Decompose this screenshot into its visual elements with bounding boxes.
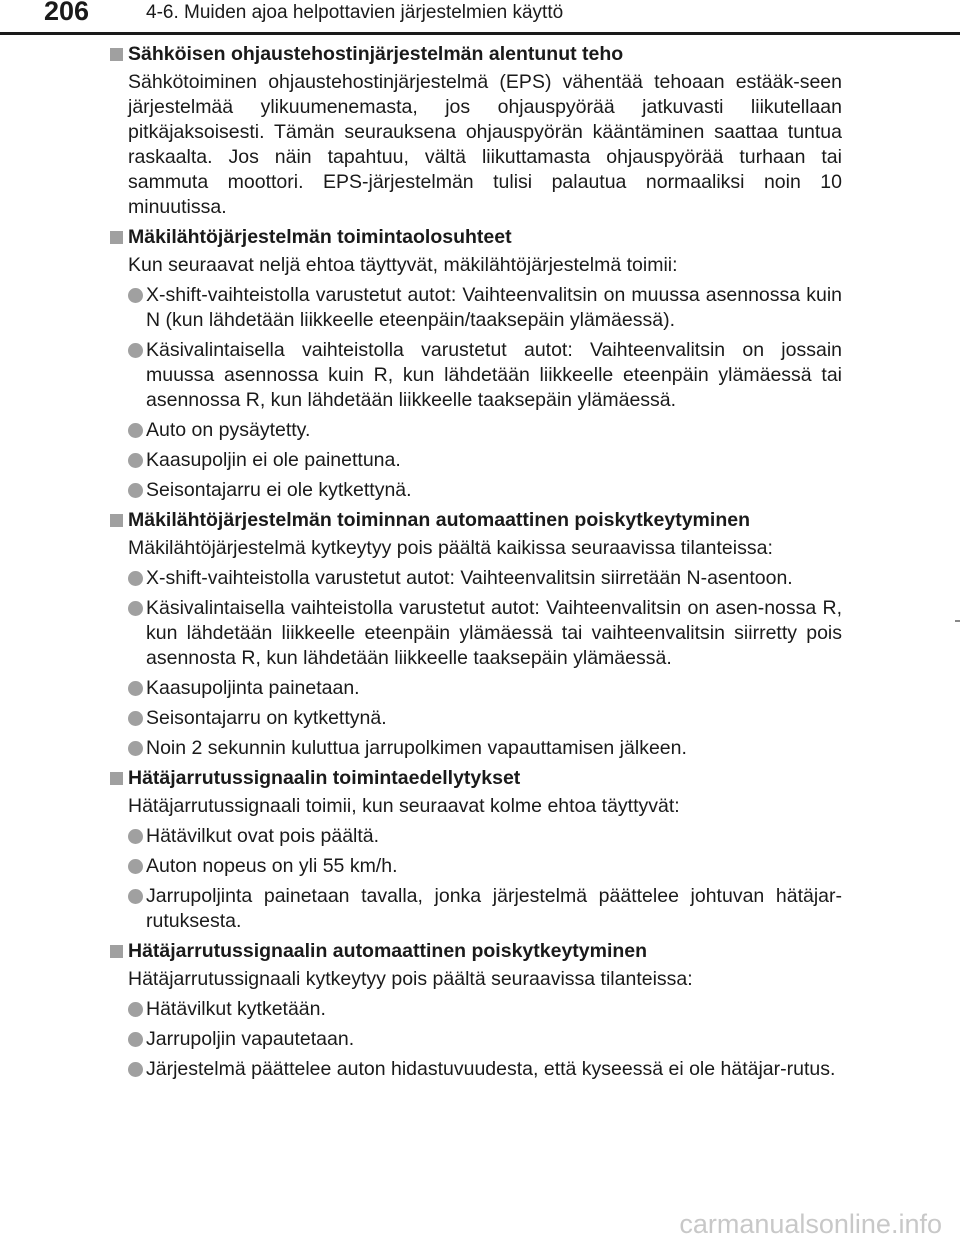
circle-bullet-icon	[128, 601, 143, 616]
bullet-item	[0, 596, 842, 671]
page-edge-mark	[955, 620, 960, 622]
bullet-text: Seisontajarru on kytkettynä.	[146, 707, 387, 729]
section-heading	[0, 225, 848, 250]
section-heading	[0, 508, 848, 533]
square-bullet-icon	[110, 231, 123, 244]
section-paragraph: Kun seuraavat neljä ehtoa täyttyvät, mäkilähtöjärjestelmä toimii:	[128, 254, 678, 276]
bullet-item	[0, 1027, 842, 1052]
section-paragraph: Sähkötoiminen ohjaustehostinjärjestelmä (EPS) vähentää tehoaan estääk-seen järjestelmää ylikuumenemasta, jos ohjauspyörää jatkuvasti liikutellaan pitkäjaksoisesti. Tämän seurauksena ohjauspyörän kääntäminen saattaa tuntua raskaalta. Jos näin tapahtuu, vältä liikuttamasta ohjauspyörää turhaan tai sammuta moottori. EPS-järjestelmän tulisi palautua normaaliksi noin 10 minuutissa.	[128, 71, 842, 218]
section-heading-text: Sähköisen ohjaustehostinjärjestelmän alentunut teho	[128, 43, 624, 65]
bullet-item	[0, 1057, 842, 1082]
circle-bullet-icon	[128, 829, 143, 844]
bullet-text: X-shift-vaihteistolla varustetut autot: Vaihteenvalitsin on muussa asennossa kuin N (kun lähdetään liikkeelle eteenpäin/taaksepäin ylämäessä).	[146, 284, 842, 331]
section-heading	[0, 766, 848, 791]
bullet-item	[0, 283, 842, 333]
bullet-text: Hätävilkut ovat pois päältä.	[146, 825, 380, 847]
circle-bullet-icon	[128, 1002, 143, 1017]
bullet-item	[0, 418, 842, 443]
section-paragraph: Hätäjarrutussignaali toimii, kun seuraavat kolme ehtoa täyttyvät:	[128, 795, 680, 817]
page-number: 206	[44, 0, 90, 26]
bullet-item	[0, 676, 842, 701]
section-block	[0, 766, 960, 934]
circle-bullet-icon	[128, 343, 143, 358]
watermark: carmanualsonline.info	[679, 1209, 942, 1239]
section-block	[0, 225, 960, 503]
section-heading-text: Mäkilähtöjärjestelmän toimintaolosuhteet	[128, 226, 512, 248]
circle-bullet-icon	[128, 1062, 143, 1077]
circle-bullet-icon	[128, 453, 143, 468]
section-heading-text: Mäkilähtöjärjestelmän toiminnan automaattinen poiskytkeytyminen	[128, 509, 750, 531]
section-paragraph: Hätäjarrutussignaali kytkeytyy pois päältä seuraavissa tilanteissa:	[128, 968, 693, 990]
bullet-text: Kaasupoljin ei ole painettuna.	[146, 449, 401, 471]
circle-bullet-icon	[128, 483, 143, 498]
bullet-item	[0, 706, 842, 731]
square-bullet-icon	[110, 48, 123, 61]
circle-bullet-icon	[128, 681, 143, 696]
bullet-text: Auto on pysäytetty.	[146, 419, 311, 441]
bullet-text: Noin 2 sekunnin kuluttua jarrupolkimen vapauttamisen jälkeen.	[146, 737, 687, 759]
bullet-item	[0, 736, 842, 761]
circle-bullet-icon	[128, 711, 143, 726]
bullet-item	[0, 448, 842, 473]
square-bullet-icon	[110, 772, 123, 785]
header-rule	[0, 32, 960, 35]
bullet-item	[0, 566, 842, 591]
bullet-text: Jarrupoljin vapautetaan.	[146, 1028, 355, 1050]
circle-bullet-icon	[128, 571, 143, 586]
bullet-item	[0, 997, 842, 1022]
bullet-text: Käsivalintaisella vaihteistolla varustetut autot: Vaihteenvalitsin on asen-nossa R, kun lähdetään liikkeelle eteenpäin ylämäessä tai vaihteenvalitsin siirretty pois asennosta R, kun lähdetään liikkeelle taaksepäin ylämäessä.	[146, 597, 842, 669]
circle-bullet-icon	[128, 423, 143, 438]
document-body	[0, 42, 960, 1087]
section-block	[0, 508, 960, 761]
bullet-text: Järjestelmä päättelee auton hidastuvuudesta, että kyseessä ei ole hätäjar-rutus.	[146, 1058, 836, 1080]
square-bullet-icon	[110, 514, 123, 527]
section-heading	[0, 42, 848, 67]
bullet-item	[0, 884, 842, 934]
bullet-text: Käsivalintaisella vaihteistolla varustetut autot: Vaihteenvalitsin on jossain muussa asennossa kuin R, kun lähdetään liikkeelle eteenpäin ylämäessä tai asennossa R, kun lähdetään liikkeelle taaksepäin ylämäessä.	[146, 339, 842, 411]
bullet-text: Seisontajarru ei ole kytkettynä.	[146, 479, 412, 501]
section-title: 4-6. Muiden ajoa helpottavien järjestelmien käyttö	[146, 2, 564, 23]
section-block	[0, 42, 960, 220]
circle-bullet-icon	[128, 288, 143, 303]
bullet-text: Auton nopeus on yli 55 km/h.	[146, 855, 398, 877]
bullet-text: Jarrupoljinta painetaan tavalla, jonka järjestelmä päättelee johtuvan hätäjar-rutuksesta.	[146, 885, 842, 932]
circle-bullet-icon	[128, 1032, 143, 1047]
circle-bullet-icon	[128, 741, 143, 756]
section-paragraph: Mäkilähtöjärjestelmä kytkeytyy pois päältä kaikissa seuraavissa tilanteissa:	[128, 537, 773, 559]
circle-bullet-icon	[128, 859, 143, 874]
bullet-item	[0, 854, 842, 879]
page-header	[0, 0, 960, 40]
bullet-text: Hätävilkut kytketään.	[146, 998, 326, 1020]
bullet-item	[0, 478, 842, 503]
section-heading-text: Hätäjarrutussignaalin automaattinen poiskytkeytyminen	[128, 940, 648, 962]
bullet-text: Kaasupoljinta painetaan.	[146, 677, 360, 699]
section-block	[0, 939, 960, 1082]
circle-bullet-icon	[128, 889, 143, 904]
section-heading-text: Hätäjarrutussignaalin toimintaedellytykset	[128, 767, 521, 789]
bullet-item	[0, 824, 842, 849]
bullet-item	[0, 338, 842, 413]
bullet-text: X-shift-vaihteistolla varustetut autot: Vaihteenvalitsin siirretään N-asentoon.	[146, 567, 793, 589]
section-heading	[0, 939, 848, 964]
square-bullet-icon	[110, 945, 123, 958]
